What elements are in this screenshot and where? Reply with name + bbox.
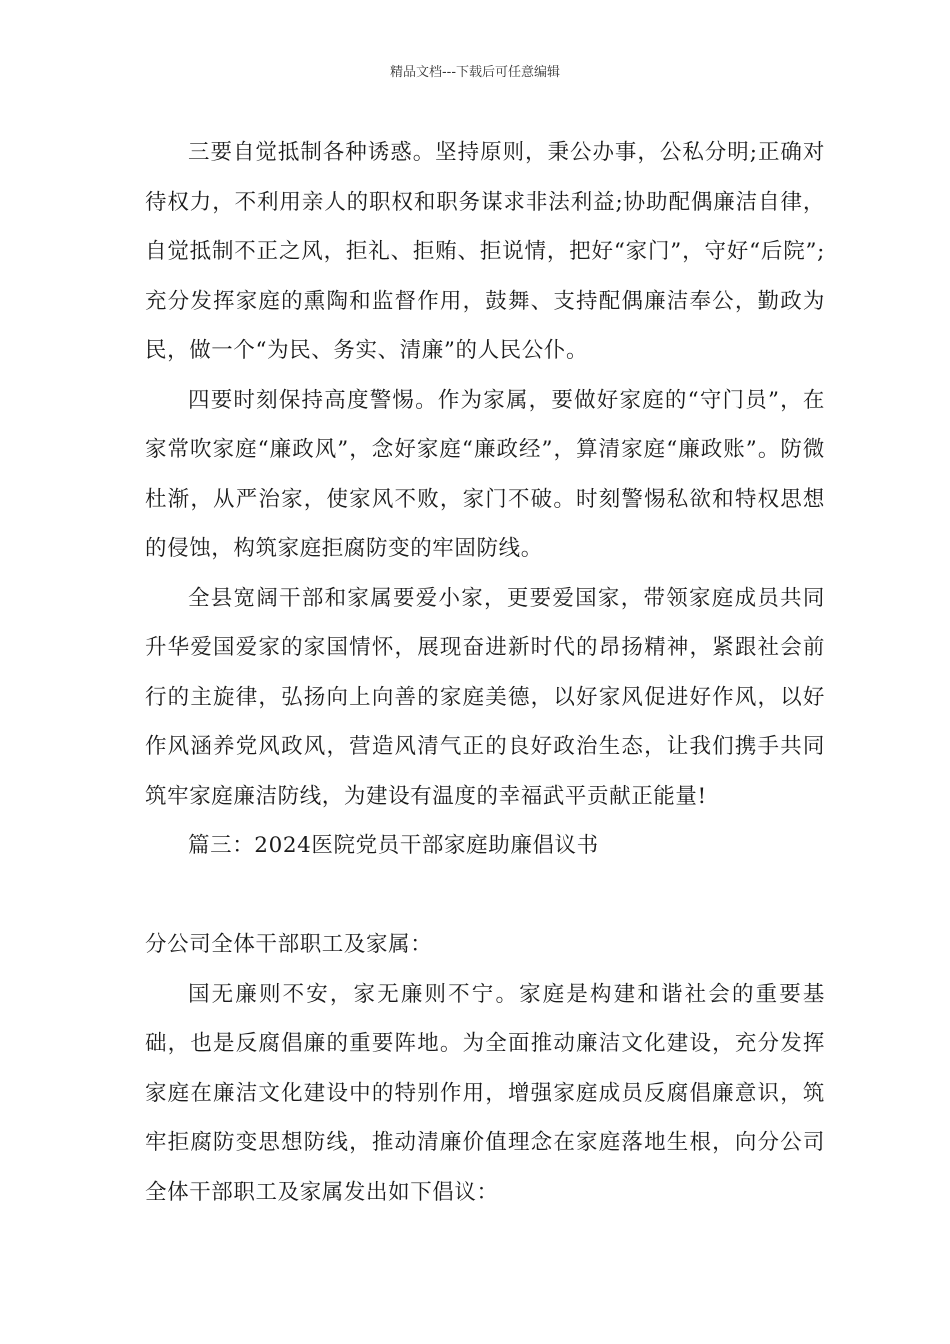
paragraph-stay-vigilant: 四要时刻保持高度警惕。作为家属，要做好家庭的“守门员”，在家常吹家庭“廉政风”，念好家庭“廉政经”，算清家庭“廉政账”。防微杜渐，从严治家，使家风不败，家门不破。时刻警惕私欲和特权思想的侵蚀，构筑家庭拒腐防变的牢固防线。: [145, 387, 825, 561]
paragraph-resist-temptation: 三要自觉抵制各种诱惑。坚持原则，秉公办事，公私分明;正确对待权力，不利用亲人的职权和职务谋求非法利益;协助配偶廉洁自律，自觉抵制不正之风，拒礼、拒贿、拒说情，把好“家门”，守好“后院”;充分发挥家庭的熏陶和监督作用，鼓舞、支持配偶廉洁奉公，勤政为民，做一个“为民、务实、清廉”的人民公仆。: [145, 140, 825, 363]
paragraph-intro: 国无廉则不安，家无廉则不宁。家庭是构建和谐社会的重要基础，也是反腐倡廉的重要阵地。为全面推动廉洁文化建设，充分发挥家庭在廉洁文化建设中的特别作用，增强家庭成员反腐倡廉意识，筑牢拒腐防变思想防线，推动清廉价值理念在家庭落地生根，向分公司全体干部职工及家属发出如下倡议：: [145, 981, 825, 1205]
salutation: 分公司全体干部职工及家属：: [145, 932, 433, 957]
section-title-part-three: 篇三：2024医院党员干部家庭助廉倡议书: [188, 833, 599, 858]
blank-line: [145, 871, 825, 921]
page-header: 精品文档---下载后可任意编辑: [389, 65, 561, 80]
paragraph-county-appeal: 全县宽阔干部和家属要爱小家，更要爱国家，带领家庭成员共同升华爱国爱家的家国情怀，展现奋进新时代的昂扬精神，紧跟社会前行的主旋律，弘扬向上向善的家庭美德，以好家风促进好作风，以好作风涵养党风政风，营造风清气正的良好政治生态，让我们携手共同筑牢家庭廉洁防线，为建设有温度的幸福武平贡献正能量!: [145, 585, 825, 809]
document-body: [145, 128, 825, 1217]
